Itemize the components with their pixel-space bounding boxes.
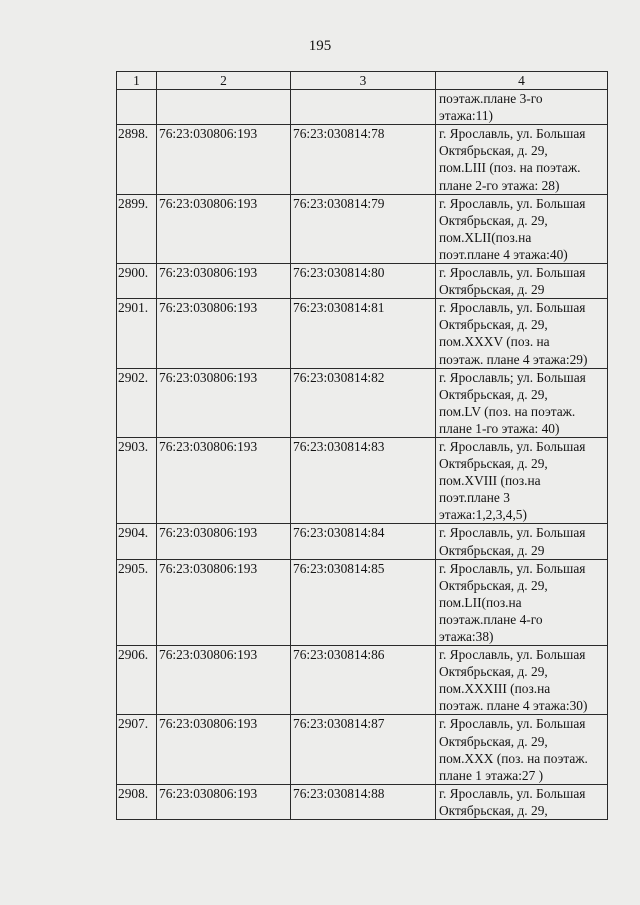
address-cell — [436, 90, 608, 125]
address-line: плане 1-го этажа: 40) — [439, 420, 560, 436]
address-line: Октябрьская, д. 29, — [439, 577, 548, 593]
table-row — [117, 299, 608, 368]
address-line: Октябрьская, д. 29 — [439, 282, 545, 298]
address-cell — [436, 437, 608, 523]
row-number-cell: 2906. — [117, 646, 157, 715]
address-line: Октябрьская, д. 29, — [439, 802, 548, 818]
address-cell — [436, 559, 608, 645]
address-line: пом.LIII (поз. на поэтаж. — [439, 160, 581, 176]
address-line: Октябрьская, д. 29, — [439, 456, 548, 472]
object-cadastral-number-cell: 76:23:030814:80 — [291, 264, 436, 299]
address-line: пом.LII(поз.на — [439, 594, 522, 610]
address-line: этажа:11) — [439, 108, 493, 124]
address-line: Октябрьская, д. 29, — [439, 386, 548, 402]
address-line: г. Ярославль, ул. Большая — [439, 195, 586, 211]
object-cadastral-number-cell: 76:23:030814:83 — [291, 437, 436, 523]
column-header: 3 — [291, 72, 436, 90]
address-line: поэт.плане 4 этажа:40) — [439, 246, 568, 262]
address-cell — [436, 715, 608, 784]
object-cadastral-number-cell: 76:23:030814:87 — [291, 715, 436, 784]
row-number-cell: 2902. — [117, 368, 157, 437]
address-line: г. Ярославль, ул. Большая — [439, 300, 586, 316]
table-row — [117, 784, 608, 819]
object-cadastral-number-cell: 76:23:030814:85 — [291, 559, 436, 645]
address-line: Октябрьская, д. 29, — [439, 317, 548, 333]
row-number-cell — [117, 90, 157, 125]
address-line: г. Ярославль, ул. Большая — [439, 438, 586, 454]
table-row — [117, 559, 608, 645]
address-line: г. Ярославль, ул. Большая — [439, 785, 586, 801]
table-row — [117, 125, 608, 194]
address-line: плане 1 этажа:27 ) — [439, 767, 544, 783]
column-header: 4 — [436, 72, 608, 90]
address-line: Октябрьская, д. 29, — [439, 664, 548, 680]
cadastral-number-cell: 76:23:030806:193 — [157, 368, 291, 437]
address-line: поэтаж.плане 4-го — [439, 611, 543, 627]
address-cell — [436, 194, 608, 263]
address-line: пом.XXXV (поз. на — [439, 334, 550, 350]
object-cadastral-number-cell: 76:23:030814:78 — [291, 125, 436, 194]
address-line: пом.LV (поз. на поэтаж. — [439, 403, 576, 419]
cadastral-number-cell: 76:23:030806:193 — [157, 437, 291, 523]
cadastral-number-cell: 76:23:030806:193 — [157, 194, 291, 263]
address-line: этажа:38) — [439, 629, 494, 644]
address-line: г. Ярославль, ул. Большая — [439, 126, 586, 142]
row-number-cell: 2899. — [117, 194, 157, 263]
row-number-cell: 2903. — [117, 437, 157, 523]
table-row — [117, 264, 608, 299]
address-cell — [436, 368, 608, 437]
address-cell — [436, 524, 608, 559]
cadastral-number-cell: 76:23:030806:193 — [157, 715, 291, 784]
address-line: пом.XXXIII (поз.на — [439, 681, 551, 697]
row-number-cell: 2907. — [117, 715, 157, 784]
cadastral-number-cell: 76:23:030806:193 — [157, 524, 291, 559]
column-header: 2 — [157, 72, 291, 90]
column-header: 1 — [117, 72, 157, 90]
object-cadastral-number-cell — [291, 90, 436, 125]
address-line: этажа:1,2,3,4,5) — [439, 507, 527, 523]
address-line: поэтаж. плане 4 этажа:29) — [439, 351, 588, 367]
table-row — [117, 646, 608, 715]
table-row — [117, 368, 608, 437]
object-cadastral-number-cell: 76:23:030814:86 — [291, 646, 436, 715]
address-cell — [436, 646, 608, 715]
row-number-cell: 2900. — [117, 264, 157, 299]
table-row — [117, 437, 608, 523]
address-line: г. Ярославль, ул. Большая — [439, 716, 586, 732]
object-cadastral-number-cell: 76:23:030814:79 — [291, 194, 436, 263]
address-line: пом.XVIII (поз.на — [439, 473, 541, 489]
table-row — [117, 715, 608, 784]
object-cadastral-number-cell: 76:23:030814:88 — [291, 784, 436, 819]
address-cell — [436, 299, 608, 368]
address-line: плане 2-го этажа: 28) — [439, 177, 560, 193]
address-line: г. Ярославль, ул. Большая — [439, 560, 586, 576]
address-cell — [436, 784, 608, 819]
row-number-cell: 2908. — [117, 784, 157, 819]
address-line: г. Ярославль; ул. Большая — [439, 369, 586, 385]
row-number-cell: 2898. — [117, 125, 157, 194]
address-line: поэтаж.плане 3-го — [439, 91, 543, 107]
table-row — [117, 90, 608, 125]
address-line: г. Ярославль, ул. Большая — [439, 265, 586, 281]
table-row — [117, 524, 608, 559]
address-cell — [436, 264, 608, 299]
cadastral-number-cell: 76:23:030806:193 — [157, 646, 291, 715]
row-number-cell: 2904. — [117, 524, 157, 559]
cadastral-number-cell: 76:23:030806:193 — [157, 264, 291, 299]
row-number-cell: 2901. — [117, 299, 157, 368]
cadastral-number-cell: 76:23:030806:193 — [157, 784, 291, 819]
address-line: пом.XLII(поз.на — [439, 229, 532, 245]
address-line: Октябрьская, д. 29 — [439, 542, 545, 558]
address-line: поэт.плане 3 — [439, 490, 510, 506]
object-cadastral-number-cell: 76:23:030814:82 — [291, 368, 436, 437]
address-line: Октябрьская, д. 29, — [439, 212, 548, 228]
registry-table — [116, 71, 608, 820]
page-number: 195 — [308, 38, 332, 54]
table-body — [117, 90, 608, 820]
object-cadastral-number-cell: 76:23:030814:81 — [291, 299, 436, 368]
row-number-cell: 2905. — [117, 559, 157, 645]
table-row — [117, 194, 608, 263]
address-line: г. Ярославль, ул. Большая — [439, 647, 586, 663]
header-row — [117, 72, 608, 90]
cadastral-number-cell: 76:23:030806:193 — [157, 125, 291, 194]
address-cell — [436, 125, 608, 194]
cadastral-number-cell: 76:23:030806:193 — [157, 299, 291, 368]
address-line: Октябрьская, д. 29, — [439, 733, 548, 749]
object-cadastral-number-cell: 76:23:030814:84 — [291, 524, 436, 559]
address-line: Октябрьская, д. 29, — [439, 143, 548, 159]
address-line: поэтаж. плане 4 этажа:30) — [439, 698, 588, 714]
cadastral-number-cell — [157, 90, 291, 125]
address-line: пом.XXX (поз. на поэтаж. — [439, 750, 588, 766]
address-line: г. Ярославль, ул. Большая — [439, 525, 586, 541]
cadastral-number-cell: 76:23:030806:193 — [157, 559, 291, 645]
